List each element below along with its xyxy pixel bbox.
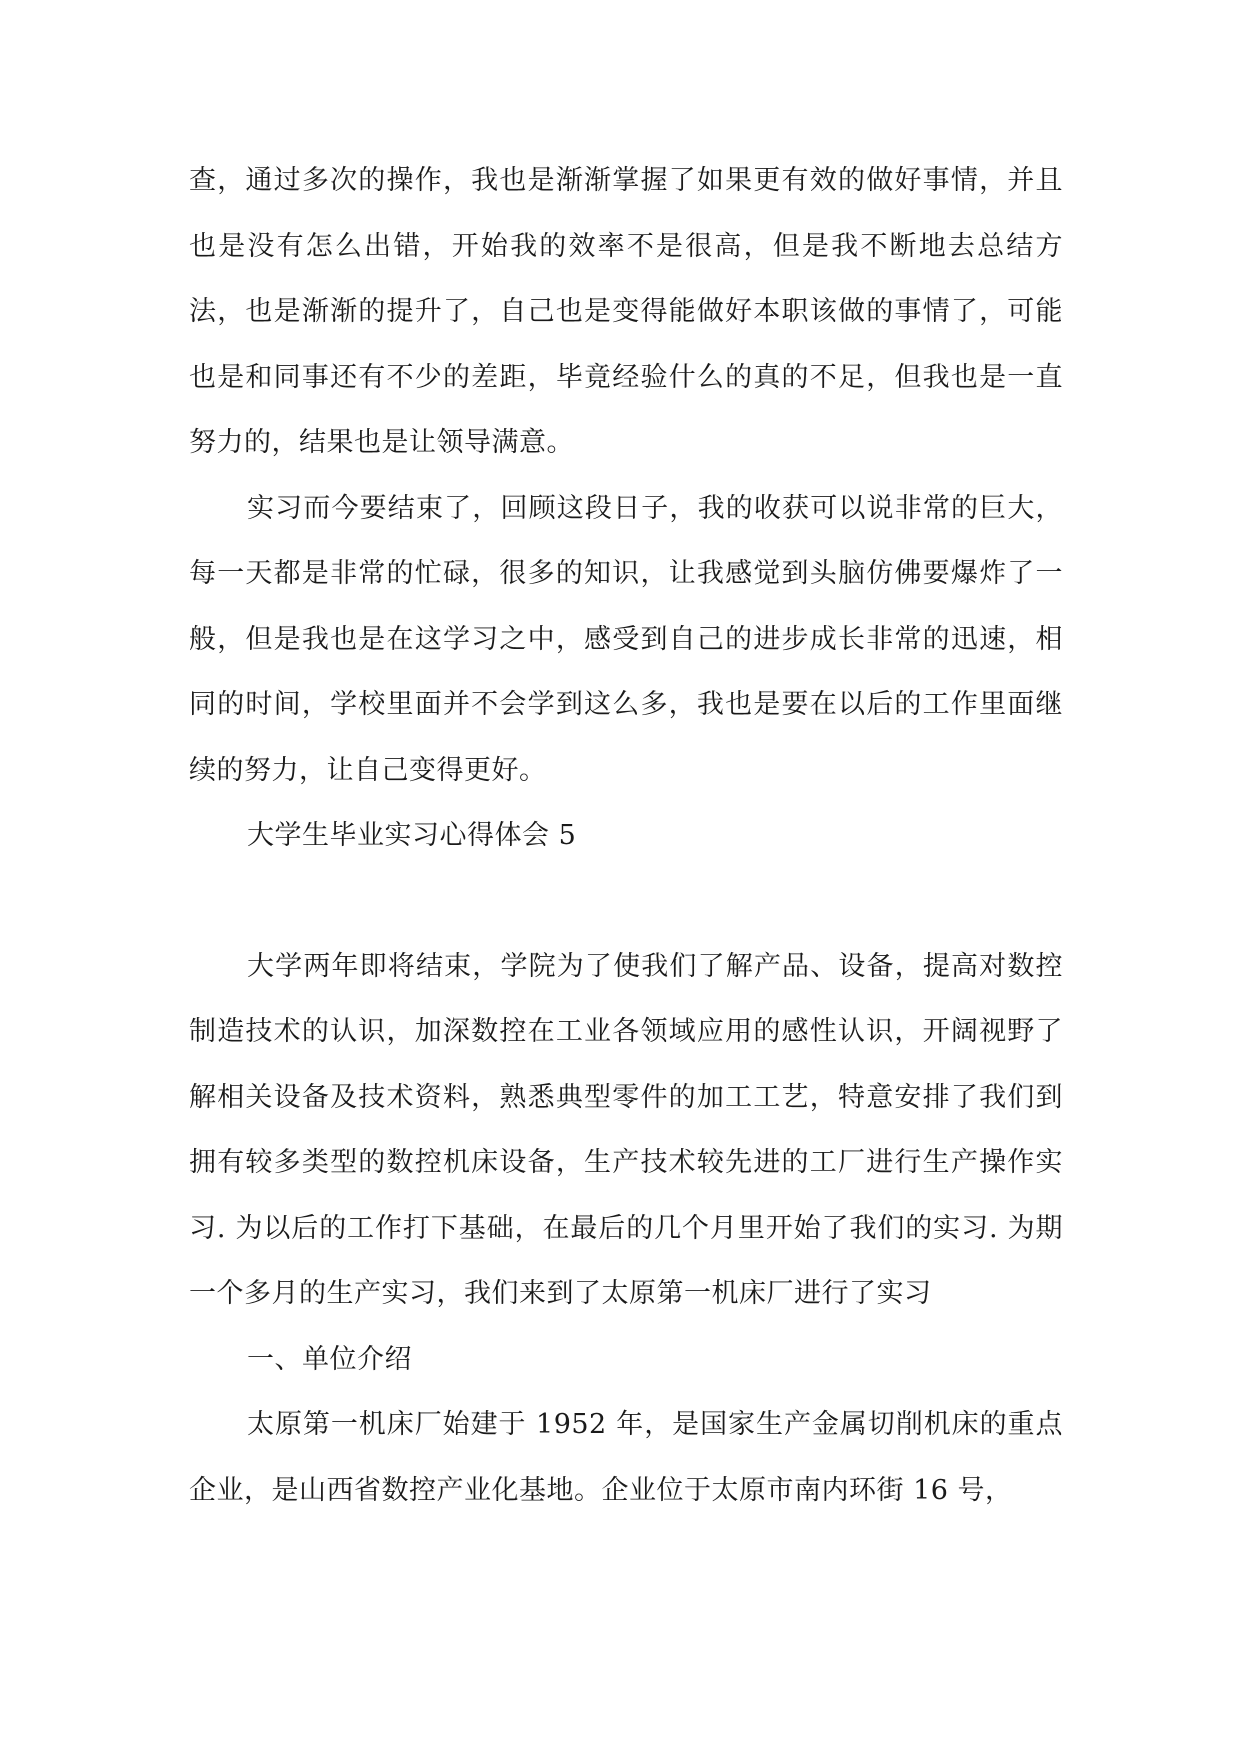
- blank-line: [189, 869, 1063, 934]
- paragraph-internship-intro: 大学两年即将结束，学院为了使我们了解产品、设备，提高对数控制造技术的认识，加深数控在工业各领域应用的感性认识，开阔视野了解相关设备及技术资料，熟悉典型零件的加工工艺，特意安排了我们到拥有较多类型的数控机床设备，生产技术较先进的工厂进行生产操作实习. 为以后的工作打下基础，在最后的几个月里开始了我们的实习. 为期一个多月的生产实习，我们来到了太原第一机床厂进行了实习: [189, 950, 1063, 1309]
- paragraph-company-description: 太原第一机床厂始建于 1952 年，是国家生产金属切削机床的重点企业，是山西省数控产业化基地。企业位于太原市南内环街 16 号，: [189, 1409, 1063, 1506]
- document-body: [189, 148, 1063, 1523]
- article-title: 大学生毕业实习心得体会 5: [247, 820, 577, 851]
- paragraph-continuation: 查，通过多次的操作，我也是渐渐掌握了如果更有效的做好事情，并且也是没有怎么出错，开始我的效率不是很高，但是我不断地去总结方法，也是渐渐的提升了，自己也是变得能做好本职该做的事情了，可能也是和同事还有不少的差距，毕竟经验什么的真的不足，但我也是一直努力的，结果也是让领导满意。: [189, 165, 1063, 458]
- section-heading-company-intro: 一、单位介绍: [247, 1343, 412, 1375]
- paragraph-internship-ending: 实习而今要结束了，回顾这段日子，我的收获可以说非常的巨大，每一天都是非常的忙碌，很多的知识，让我感觉到头脑仿佛要爆炸了一般，但是我也是在这学习之中，感受到自己的进步成长非常的迅速，相同的时间，学校里面并不会学到这么多，我也是要在以后的工作里面继续的努力，让自己变得更好。: [189, 492, 1063, 786]
